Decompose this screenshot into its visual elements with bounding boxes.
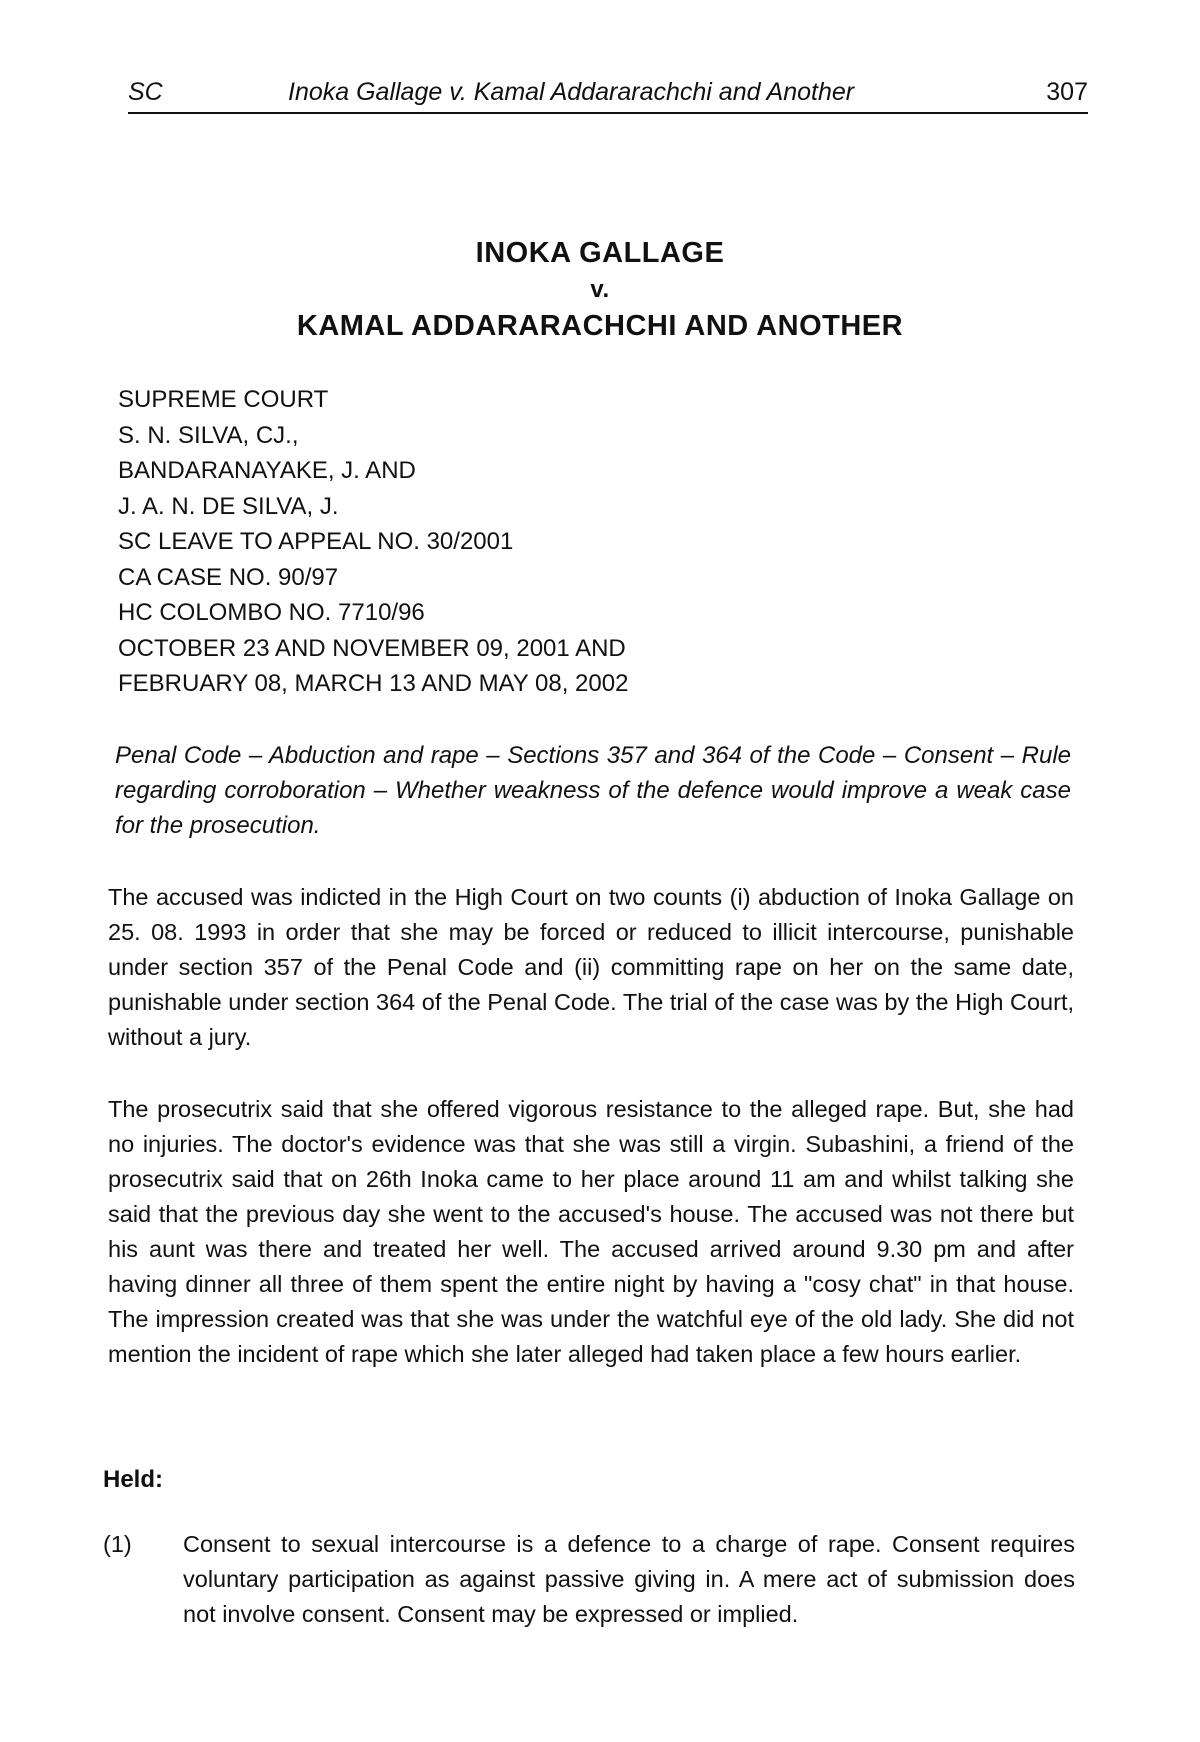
case-title-appellant: INOKA GALLAGE	[475, 237, 725, 269]
case-title-versus: v.	[590, 276, 610, 303]
meta-court: SUPREME COURT	[118, 386, 329, 413]
meta-judge: J. A. N. DE SILVA, J.	[118, 492, 339, 520]
running-header	[128, 74, 1088, 114]
case-metadata	[118, 382, 628, 702]
held-heading: Held:	[103, 1466, 163, 1493]
facts-paragraph: The accused was indicted in the High Court on two counts (i) abduction of Inoka Gallage on 25. 08. 1993 in order that she may be forced or reduced to illicit intercourse, punishable under section 357 of the Penal Code and (ii) committing rape on her on the same date, punishable under section 364 of the Penal Code. The trial of the case was by the High Court, without a jury.	[108, 884, 1074, 1050]
meta-case-number: HC COLOMBO NO. 7710/96	[118, 599, 425, 626]
meta-dates: OCTOBER 23 AND NOVEMBER 09, 2001 AND	[118, 634, 626, 662]
page-number: 307	[1046, 78, 1088, 106]
meta-judge: S. N. SILVA, CJ.,	[118, 421, 299, 449]
catchwords: Penal Code – Abduction and rape – Sections 357 and 364 of the Code – Consent – Rule regarding corroboration – Whether weakness of the defence would improve a weak case for the prosecution.	[115, 742, 1071, 839]
meta-case-number: SC LEAVE TO APPEAL NO. 30/2001	[118, 528, 514, 555]
facts-paragraph: The prosecutrix said that she offered vigorous resistance to the alleged rape. But, she had no injuries. The doctor's evidence was that she was still a virgin. Subashini, a friend of the prosecutrix said that on 26th Inoka came to her place around 11 am and whilst talking she said that the previous day she went to the accused's house. The accused was not there but his aunt was there and treated her well. The accused arrived around 9.30 pm and after having dinner all three of them spent the entire night by having a "cosy chat" in that house. The impression created was that she was under the watchful eye of the old lady. She did not mention the incident of rape which she later alleged had taken place a few hours earlier.	[108, 1096, 1074, 1367]
meta-dates: FEBRUARY 08, MARCH 13 AND MAY 08, 2002	[118, 670, 629, 697]
meta-case-number: CA CASE NO. 90/97	[118, 563, 339, 591]
held-item-number: (1)	[103, 1531, 132, 1557]
meta-judge: BANDARANAYAKE, J. AND	[118, 457, 416, 484]
case-title-respondent: KAMAL ADDARARACHCHI AND ANOTHER	[296, 310, 904, 342]
held-item-text: Consent to sexual intercourse is a defence to a charge of rape. Consent requires voluntary participation as against passive giving in. A mere act of submission does not involve consent. Consent may be expressed or implied.	[183, 1531, 1075, 1627]
header-case-title: Inoka Gallage v. Kamal Addararachchi and Another	[288, 78, 855, 106]
header-court: SC	[128, 78, 163, 106]
